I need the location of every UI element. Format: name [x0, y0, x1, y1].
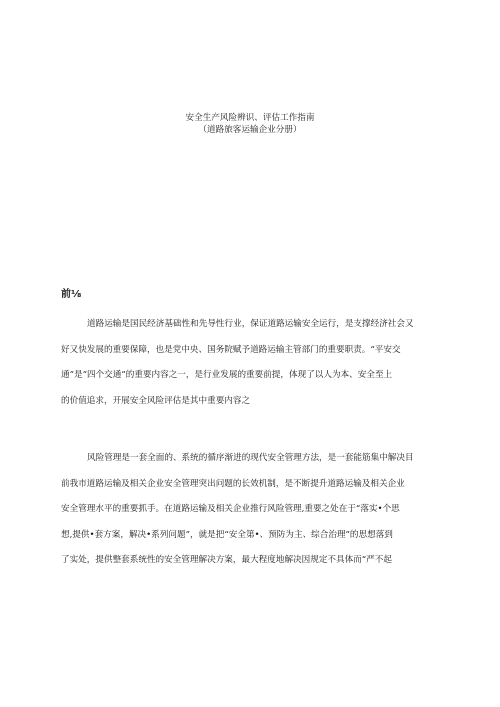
paragraph-line: 好又快发展的重要保障，也是党中央、国务院赋予道路运输主管部门的重要职责。“平安交 — [61, 344, 401, 355]
paragraph-line: 安全管理水平的重要抓手。在道路运输及相关企业推行风险管理,重要之处在于“落实•个思 — [61, 504, 400, 514]
paragraph-line: 通”是“四个交通”的重要内容之一，是行业发展的重要前提，体现了以人为本、安全至上 — [61, 370, 393, 380]
paragraph-1 — [61, 318, 441, 420]
paragraph-line: 道路运输是国民经济基础性和先导性行业，保证道路运输安全运行，是支撑经济社会又 — [87, 319, 414, 329]
document-subtitle: （道路旅客运输企业分册） — [198, 125, 302, 135]
document-title: 安全生产风险辨识、评估工作指南 — [185, 113, 315, 123]
title-block — [0, 112, 500, 136]
section-heading: 前⅛ — [61, 289, 82, 300]
paragraph-2 — [61, 452, 441, 580]
paragraph-line: 想,提供•套方案，解决•系列问题”，就是把“安全第•、预防为主、综合治理”的思想落到 — [61, 529, 393, 540]
paragraph-line: 前我市道路运输及相关企业安全管理突出问题的长效机制，是不断提升道路运输及相关企业 — [61, 478, 405, 489]
paragraph-line: 风险管理是一套全面的、系统的循序渐进的现代安全管理方法，是一套能筋集中解决目 — [87, 453, 414, 463]
paragraph-line: 了实处，提供整套系统性的安全管理解决方案，最大程度地解决因规定不具体而“严不起 — [61, 555, 392, 565]
paragraph-line: 的价值追求，开展安全风险评估是其中重要内容之 — [61, 395, 251, 406]
